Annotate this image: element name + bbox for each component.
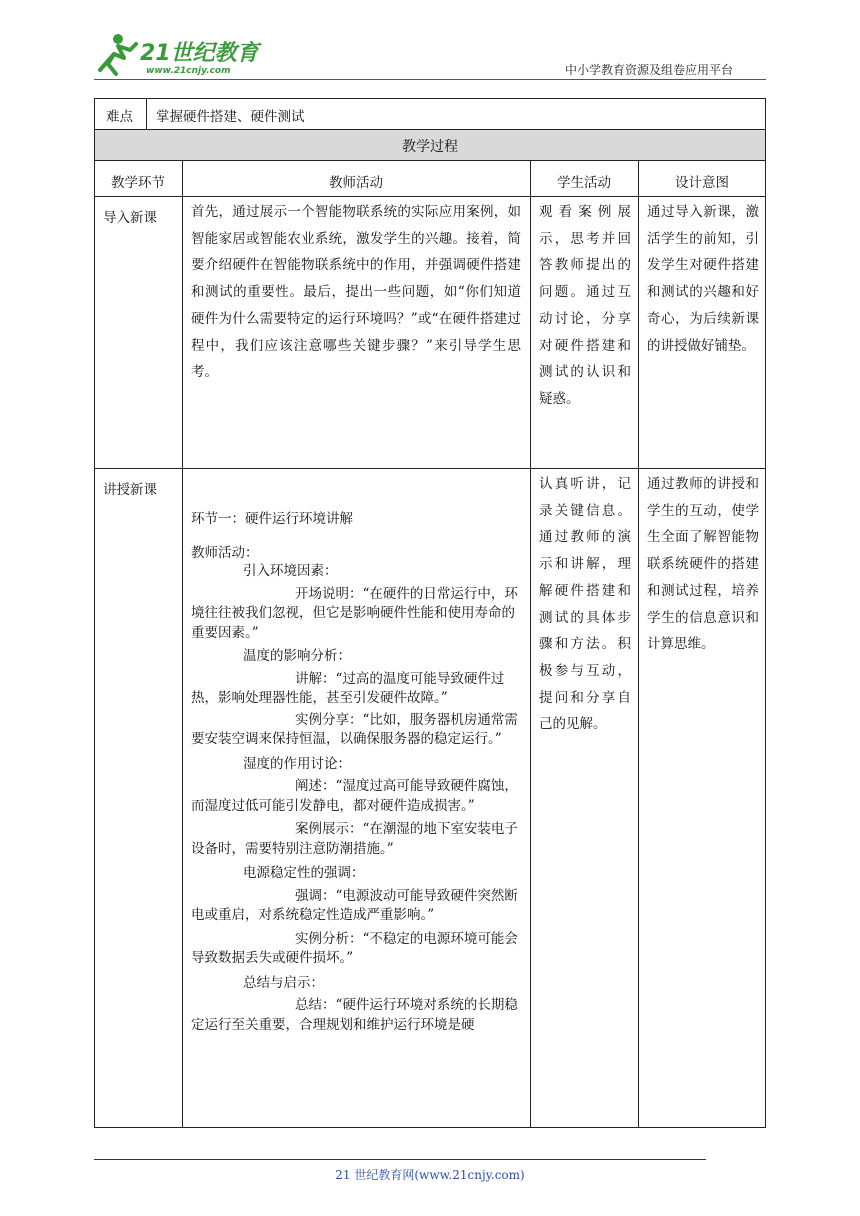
logo-text: 21世纪教育 [140,41,259,66]
table-border [94,98,766,99]
table-line [94,129,766,130]
site-logo [96,30,266,78]
column-header-stage: 教学环节 [111,175,165,191]
table-line [530,160,531,1128]
table-line [182,160,183,1128]
list-item: 案例展示：“在潮湿的地下室安装电子设备时，需要特别注意防潮措施。” [191,821,518,857]
list-item: 总结与启示： [243,974,324,991]
table-line [94,196,766,197]
header-divider [94,79,766,80]
design-intent-new-lesson: 通过教师的讲授和学生的互动，使学生全面了解智能物联系统硬件的搭建和测试过程，培养学生的信息意识和计算思维。 [647,476,759,653]
table-line [638,160,639,1128]
column-header-teacher: 教师活动 [329,175,383,191]
column-header-intent: 设计意图 [675,175,729,191]
lesson-table [94,98,766,1128]
table-line [94,160,766,161]
footer-link[interactable]: 21 世纪教育网(www.21cnjy.com) [335,1168,525,1182]
student-activity-intro: 观看案例展示，思考并回答教师提出的问题。通过互动讨论，分享对硬件搭建和测试的认识和疑惑。 [539,204,631,407]
stage-intro: 导入新课 [103,210,157,226]
section-title: 环节一：硬件运行环境讲解 [191,511,353,527]
teacher-activity-list [191,562,521,1035]
table-line [94,468,766,469]
difficulty-value: 掌握硬件搭建、硬件测试 [156,109,305,125]
list-item: 电源稳定性的强调： [243,865,365,881]
list-item: 实例分享：“比如，服务器机房通常需要安装空调来保持恒温，以确保服务器的稳定运行。” [191,711,518,747]
teacher-activity-intro: 首先，通过展示一个智能物联系统的实际应用案例，如智能家居或智能农业系统，激发学生的兴趣。接着，简要介绍硬件在智能物联系统中的作用，并强调硬件搭建和测试的重要性。最后，提出一些问题，如“你们知道硬件为什么需要特定的运行环境吗？”或“在硬件搭建过程中，我们应该注意哪些关键步骤？”来引导学生思考。 [191,204,521,381]
running-figure-icon [100,34,136,74]
column-header-student: 学生活动 [557,175,611,191]
stage-new-lesson: 讲授新课 [103,482,157,498]
teacher-activity-label: 教师活动： [191,545,259,561]
platform-name: 中小学教育资源及组卷应用平台 [565,63,734,77]
footer-divider [94,1159,706,1160]
list-item: 阐述：“湿度过高可能导致硬件腐蚀，而湿度过低可能引发静电，都对硬件造成损害。” [191,778,518,814]
table-line [146,98,147,129]
design-intent-intro: 通过导入新课，激活学生的前知，引发学生对硬件搭建和测试的兴趣和好奇心，为后续新课的讲授做好铺垫。 [647,204,759,354]
table-border [94,1127,766,1128]
list-item: 总结：“硬件运行环境对系统的长期稳定运行至关重要，合理规划和维护运行环境是硬 [191,997,518,1033]
list-item: 引入环境因素： [243,563,338,579]
list-item: 强调：“电源波动可能导致硬件突然断电或重启，对系统稳定性造成严重影响。” [191,887,518,923]
table-border [94,98,95,1128]
logo-url: www.21cnjy.com [146,66,231,76]
list-item: 湿度的作用讨论： [243,755,351,772]
list-item: 温度的影响分析： [243,648,351,664]
table-border [765,98,766,1128]
list-item: 讲解：“过高的温度可能导致硬件过热，影响处理器性能，甚至引发硬件故障。” [191,670,505,706]
process-title: 教学过程 [402,139,458,155]
student-activity-new-lesson: 认真听讲，记录关键信息。通过教师的演示和讲解，理解硬件搭建和测试的具体步骤和方法。积极参与互动，提问和分享自己的见解。 [539,476,631,733]
list-item: 实例分析：“不稳定的电源环境可能会导致数据丢失或硬件损坏。” [191,930,518,966]
difficulty-label: 难点 [106,109,133,125]
list-item: 开场说明：“在硬件的日常运行中，环境往往被我们忽视，但它是影响硬件性能和使用寿命的重要因素。” [191,585,518,641]
